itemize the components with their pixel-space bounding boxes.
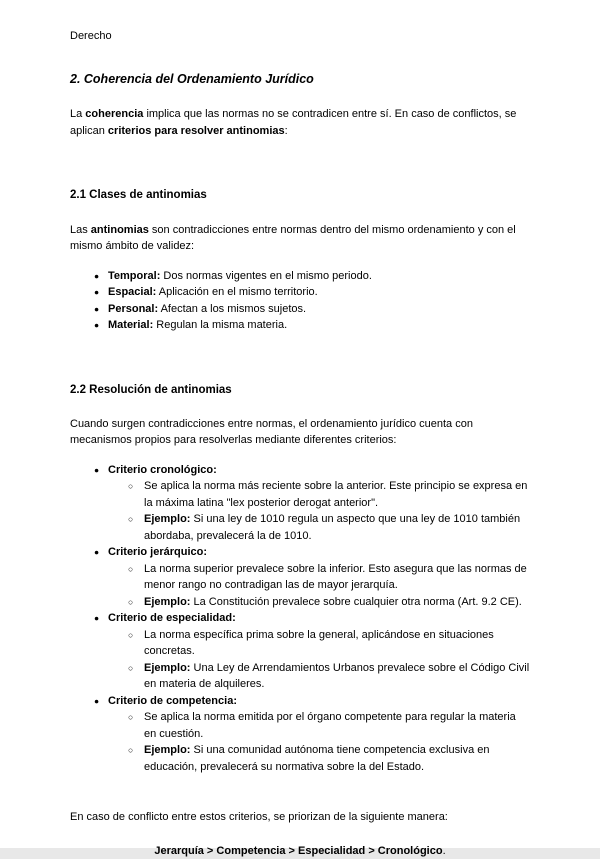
criterion-example [144, 594, 530, 611]
text-run: Afectan a los mismos sujetos. [158, 302, 307, 315]
list-item [94, 301, 530, 318]
text-run: La Constitución prevalece sobre cualquier otra norma (Art. 9.2 CE). [190, 595, 522, 608]
text-run: . [442, 844, 446, 857]
hollow-bullet-icon: ○ [128, 596, 134, 607]
bullet-icon: ● [94, 695, 100, 706]
criterion-title [108, 693, 530, 710]
criterion-example [144, 742, 530, 775]
criterion-description: La norma superior prevalece sobre la inferior. Esto asegura que las normas de menor rango no contradigan las de mayor jerarquía. [144, 562, 527, 592]
list-item-text [108, 268, 530, 285]
text-run: son contradicciones entre normas dentro del mismo ordenamiento y con el mismo ámbito de validez: [70, 223, 516, 252]
text-run-bold: Criterio jerárquico: [108, 546, 208, 559]
hollow-bullet-icon: ○ [128, 629, 134, 640]
text-run-bold: Ejemplo: [144, 595, 191, 608]
hollow-bullet-icon: ○ [128, 662, 134, 673]
page-title: 2. Coherencia del Ordenamiento Jurídico [70, 71, 314, 86]
list-item [94, 268, 530, 285]
criterion-description: Se aplica la norma emitida por el órgano competente para regular la materia en cuestión. [144, 711, 516, 740]
text-run: implica que las normas no se contradicen entre sí. En caso de conflictos, se aplican [70, 108, 517, 137]
text-run-bold: Criterio cronológico: [108, 463, 217, 476]
list-item-criterion [94, 462, 530, 479]
criterion-description: Se aplica la norma más reciente sobre la anterior. Este principio se expresa en la máxima latina "lex posterior derogat anterior". [144, 480, 528, 509]
criterion-title [108, 610, 530, 627]
text-run: Regulan la misma materia. [153, 319, 288, 331]
hollow-bullet-icon: ○ [128, 712, 134, 723]
criterion-title [108, 544, 530, 561]
list-subitem [128, 478, 530, 511]
text-run-bold: Criterio de competencia: [108, 694, 237, 707]
text-run-bold: Ejemplo: [144, 513, 191, 526]
list-subitem [128, 511, 530, 544]
list-item-criterion [94, 610, 530, 627]
document-header: Derecho [70, 30, 112, 42]
text-run-bold: Material: [108, 319, 154, 331]
bullet-icon: ● [94, 287, 100, 297]
text-run-bold: antinomias [90, 223, 149, 236]
bullet-icon: ● [94, 270, 100, 281]
bullet-icon: ● [94, 613, 100, 624]
hollow-bullet-icon: ○ [128, 563, 134, 574]
list-subitem [128, 709, 530, 742]
text-run: La [70, 108, 86, 121]
bullet-icon: ● [94, 303, 100, 314]
list-subitem [128, 742, 530, 775]
bullet-icon: ● [94, 464, 100, 475]
list-item [94, 317, 530, 334]
priority-order-line [70, 843, 530, 859]
text-run: Si una comunidad autónoma tiene competencia exclusiva en educación, prevalecerá su normativa sobre la del Estado. [144, 744, 490, 773]
list-item [94, 284, 530, 301]
text-run-bold: Personal: [108, 302, 159, 315]
bullet-icon: ● [94, 547, 100, 558]
hollow-bullet-icon: ○ [128, 745, 134, 756]
hollow-bullet-icon: ○ [128, 514, 134, 525]
hollow-bullet-icon: ○ [128, 481, 134, 492]
list-subitem [128, 627, 530, 660]
text-run: Si una ley de 1010 regula un aspecto que una ley de 1010 también abordaba, prevalecerá la de 1010. [144, 513, 521, 542]
list-item-text [108, 317, 530, 334]
section-2-2-lead: Cuando surgen contradicciones entre normas, el ordenamiento jurídico cuenta con mecanismos propios para resolverlas mediante diferentes criterios: [70, 417, 473, 447]
criterion-example [144, 511, 530, 544]
criterion-description: La norma específica prima sobre la general, aplicándose en situaciones concretas. [144, 628, 494, 658]
section-2-1-lead [70, 222, 530, 255]
list-item-text [108, 301, 530, 318]
list-subitem [128, 561, 530, 594]
text-run-bold: Ejemplo: [144, 661, 191, 674]
section-heading-2-2: 2.2 Resolución de antinomias [70, 383, 232, 396]
text-run-bold: criterios para resolver antinomias [107, 124, 285, 137]
text-run-bold: Jerarquía > Competencia > Especialidad > Cronológico [154, 844, 443, 857]
antinomia-types-list [70, 268, 530, 334]
text-run: Aplicación en el mismo territorio. [156, 286, 318, 298]
text-run-bold: coherencia [85, 108, 144, 121]
intro-paragraph [70, 106, 530, 139]
text-run-bold: Temporal: [108, 269, 161, 282]
list-subitem [128, 594, 530, 611]
section-heading-2-1: 2.1 Clases de antinomias [70, 189, 207, 202]
closing-paragraph: En caso de conflicto entre estos criterios, se priorizan de la siguiente manera: [70, 811, 448, 824]
text-run: Una Ley de Arrendamientos Urbanos prevalece sobre el Código Civil en materia de alquileres. [144, 661, 530, 691]
list-item-criterion [94, 544, 530, 561]
criterion-title [108, 462, 530, 479]
bullet-icon: ● [94, 320, 100, 330]
text-run-bold: Espacial: [108, 286, 157, 298]
text-run: Dos normas vigentes en el mismo periodo. [160, 269, 372, 282]
criteria-list [70, 462, 530, 776]
list-item-criterion [94, 693, 530, 710]
text-run: Las [70, 223, 91, 236]
text-run-bold: Ejemplo: [144, 744, 191, 757]
list-subitem [128, 660, 530, 693]
criterion-example [144, 660, 530, 693]
list-item-text [108, 284, 530, 301]
text-run: : [284, 124, 288, 137]
text-run-bold: Criterio de especialidad: [108, 612, 236, 625]
